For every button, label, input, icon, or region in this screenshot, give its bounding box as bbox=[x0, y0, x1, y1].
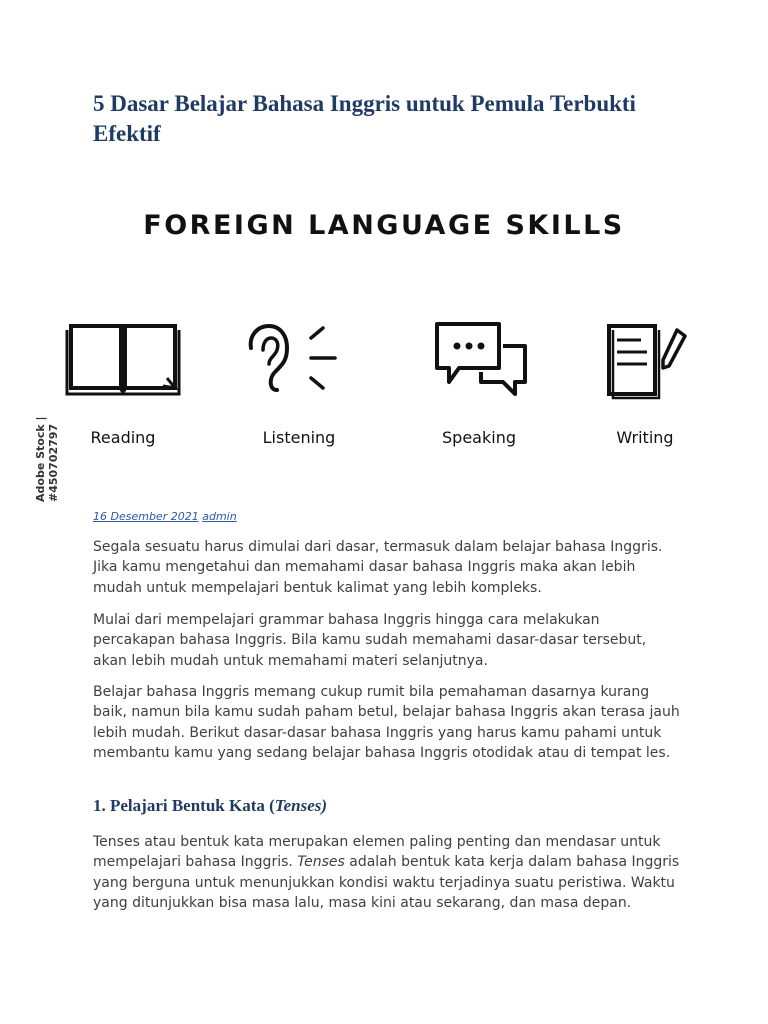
paragraph-grammar: Mulai dari mempelajari grammar bahasa Inggris hingga cara melakukan percakapan bahasa Inggris. Bila kamu sudah memahami dasar-dasar tersebut, akan lebih mudah untuk memahami materi selanjutnya. bbox=[93, 612, 647, 669]
author-link[interactable]: admin bbox=[202, 510, 237, 523]
skills-banner-image bbox=[30, 162, 738, 502]
skill-listening bbox=[229, 320, 369, 447]
skill-speaking bbox=[409, 320, 549, 447]
skill-label: Speaking bbox=[442, 428, 516, 447]
skill-label: Writing bbox=[616, 428, 674, 447]
banner-heading: FOREIGN LANGUAGE SKILLS bbox=[143, 210, 625, 241]
section-title-italic: Tenses) bbox=[274, 796, 328, 815]
article-title: 5 Dasar Belajar Bahasa Inggris untuk Pemula Terbukti Efektif bbox=[93, 91, 636, 146]
section-title: Pelajari Bentuk Kata ( bbox=[110, 796, 275, 815]
skill-writing bbox=[575, 320, 715, 447]
speech-bubbles-icon bbox=[419, 320, 539, 400]
post-date-link[interactable]: 16 Desember 2021 bbox=[93, 510, 199, 523]
skill-reading bbox=[53, 320, 193, 447]
stock-watermark: Adobe Stock | #450702797 bbox=[34, 416, 60, 502]
tenses-text-italic: Tenses bbox=[297, 854, 345, 871]
post-meta bbox=[93, 510, 237, 523]
section-number: 1. bbox=[93, 796, 106, 815]
ear-icon bbox=[239, 320, 359, 400]
tenses-text-b: adalah bentuk kata kerja dalam bahasa Inggris yang berguna untuk menunjukkan kondisi waktu terjadinya suatu peristiwa. Waktu yang ditunjukkan bisa masa lalu, masa kini atau sekarang, dan masa depan. bbox=[93, 854, 680, 911]
paragraph-tenses bbox=[93, 832, 683, 913]
skill-label: Listening bbox=[262, 428, 336, 447]
skill-label: Reading bbox=[90, 428, 156, 447]
section-heading-tenses bbox=[93, 796, 327, 816]
book-icon bbox=[63, 320, 183, 400]
paragraph-basics: Belajar bahasa Inggris memang cukup rumit bila pemahaman dasarnya kurang baik, namun bila kamu sudah paham betul, belajar bahasa Inggris akan terasa jauh lebih mudah. Berikut dasar-dasar bahasa Inggris yang harus kamu pahami untuk membantu kamu yang sedang belajar bahasa Inggris otodidak atau di tempat les. bbox=[93, 684, 680, 761]
tenses-text-a: Tenses atau bentuk kata merupakan elemen paling penting dan mendasar untuk mempelajari bahasa Inggris. bbox=[93, 834, 661, 871]
paragraph-intro: Segala sesuatu harus dimulai dari dasar, termasuk dalam belajar bahasa Inggris. Jika kamu mengetahui dan memahami dasar bahasa Inggris maka akan lebih mudah untuk mempelajari bentuk kalimat yang lebih kompleks. bbox=[93, 539, 663, 596]
document-pen-icon bbox=[585, 320, 705, 400]
